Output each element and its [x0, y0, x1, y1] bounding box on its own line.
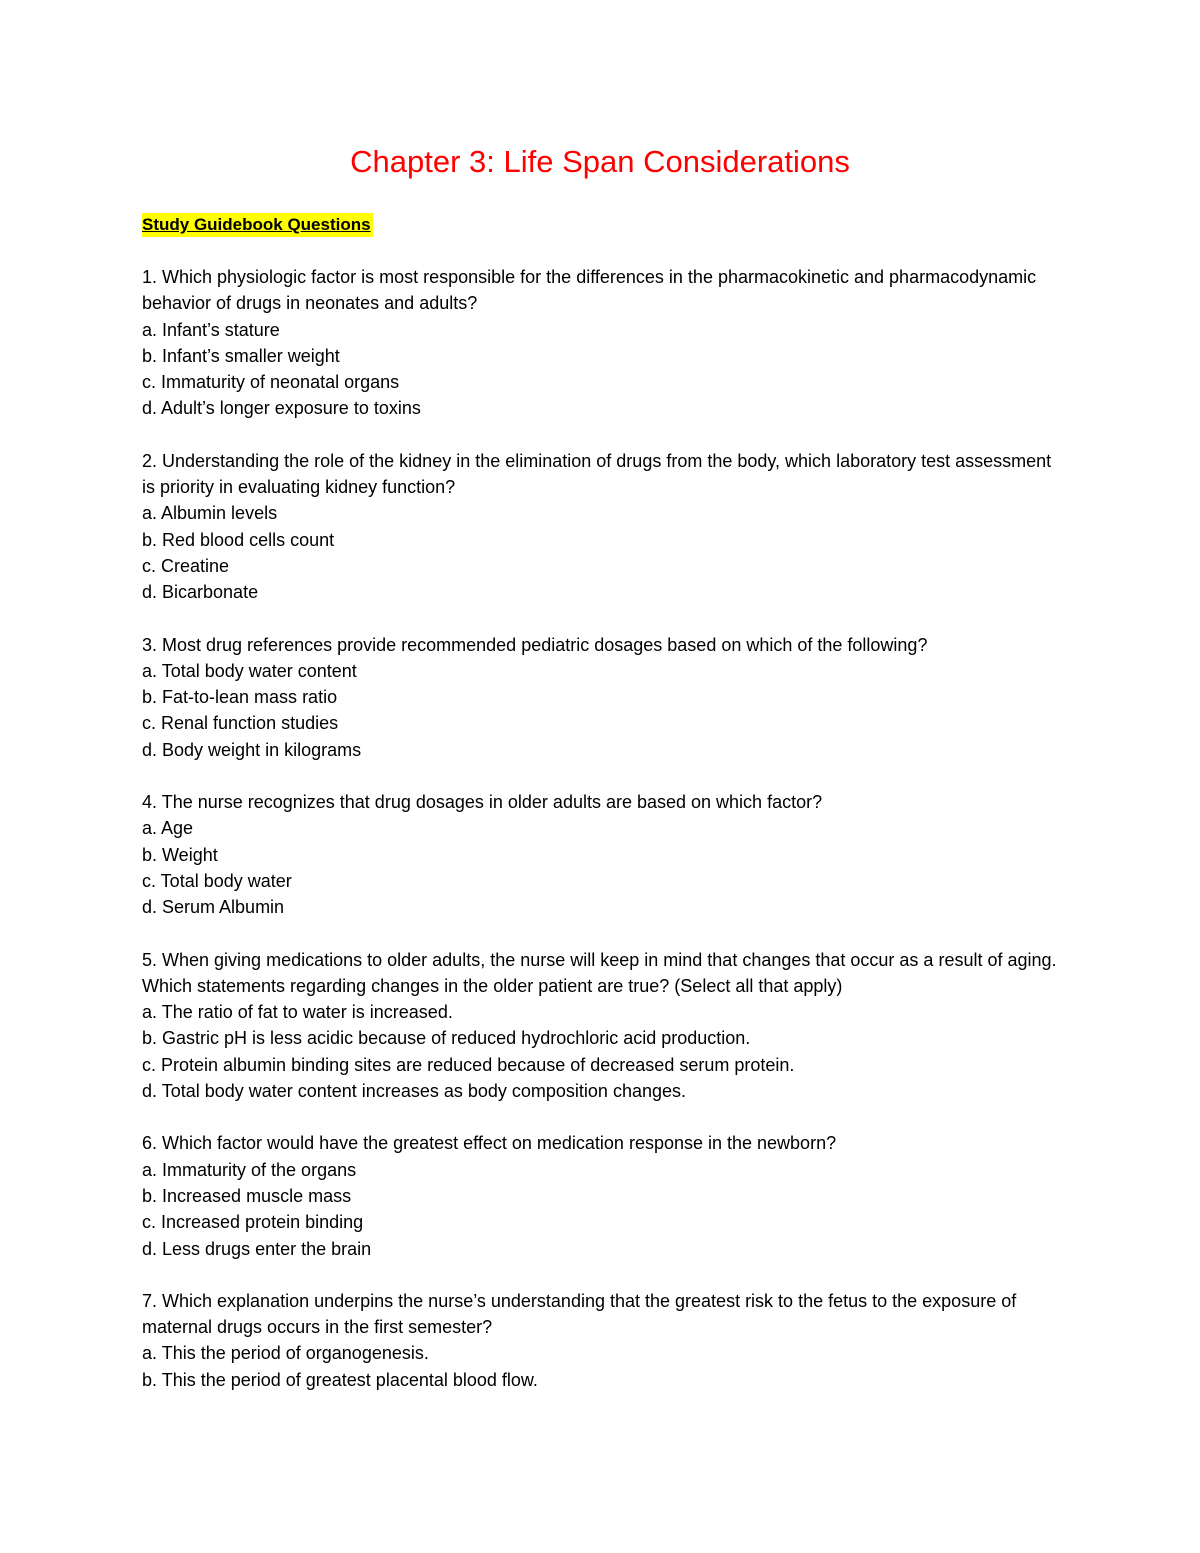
option-letter: b: [142, 1028, 153, 1049]
answer-option: [142, 1340, 1062, 1366]
question-list: [142, 264, 1062, 1419]
option-text: . Increased muscle mass: [152, 1185, 352, 1206]
option-letter: b: [142, 345, 153, 366]
question-number: 5: [142, 949, 153, 970]
question-text: [142, 1130, 1062, 1156]
question-block: [142, 264, 1062, 422]
question-number: 3: [142, 634, 153, 655]
section-heading: Study Guidebook Questions: [142, 213, 373, 237]
option-letter: d: [142, 1081, 153, 1102]
option-letter: a: [142, 319, 153, 340]
option-text: . Serum Albumin: [152, 897, 285, 918]
answer-option: [142, 317, 1062, 343]
option-letter: c: [142, 1054, 151, 1075]
answer-option: [142, 999, 1062, 1025]
option-letter: d: [142, 398, 153, 419]
question-stem: . Most drug references provide recommended pediatric dosages based on which of the following?: [152, 634, 928, 655]
answer-option: [142, 369, 1062, 395]
question-text: [142, 789, 1062, 815]
option-letter: a: [142, 1159, 153, 1180]
option-text: . Fat-to-lean mass ratio: [152, 687, 338, 708]
option-letter: a: [142, 660, 153, 681]
option-text: . Less drugs enter the brain: [152, 1238, 372, 1259]
question-number: 6: [142, 1133, 153, 1154]
question-stem: . When giving medications to older adults, the nurse will keep in mind that changes that occur as a result of aging. Which statements regarding changes in the older patient are true? (Select all that apply): [142, 949, 1057, 996]
option-letter: d: [142, 582, 153, 603]
option-letter: b: [142, 529, 153, 550]
option-text: . Bicarbonate: [152, 582, 259, 603]
option-text: . Increased protein binding: [151, 1212, 364, 1233]
option-letter: a: [142, 1002, 153, 1023]
option-text: . Protein albumin binding sites are reduced because of decreased serum protein.: [151, 1054, 795, 1075]
answer-option: [142, 1025, 1062, 1051]
answer-option: [142, 1052, 1062, 1078]
answer-option: [142, 1367, 1062, 1393]
option-text: . Renal function studies: [151, 713, 339, 734]
answer-option: [142, 553, 1062, 579]
question-number: 2: [142, 450, 153, 471]
option-letter: a: [142, 503, 153, 524]
question-stem: . Which physiologic factor is most responsible for the differences in the pharmacokinetic and pharmacodynamic behavior of drugs in neonates and adults?: [142, 267, 1037, 314]
question-text: [142, 632, 1062, 658]
answer-option: [142, 894, 1062, 920]
option-text: . Infant’s smaller weight: [152, 345, 340, 366]
option-letter: d: [142, 739, 153, 760]
answer-option: [142, 1236, 1062, 1262]
question-text: [142, 1288, 1062, 1341]
answer-option: [142, 684, 1062, 710]
answer-option: [142, 710, 1062, 736]
option-letter: a: [142, 1343, 153, 1364]
question-stem: . Understanding the role of the kidney in the elimination of drugs from the body, which laboratory test assessment is priority in evaluating kidney function?: [142, 450, 1052, 498]
question-number: 4: [142, 792, 153, 813]
question-stem: . Which explanation underpins the nurse’s understanding that the greatest risk to the fetus to the exposure of maternal drugs occurs in the first semester?: [142, 1290, 1017, 1338]
option-text: . Gastric pH is less acidic because of reduced hydrochloric acid production.: [152, 1028, 751, 1049]
question-number: 1: [142, 267, 153, 287]
option-text: . Infant’s stature: [152, 319, 280, 340]
answer-option: [142, 868, 1062, 894]
answer-option: [142, 658, 1062, 684]
option-text: . Creatine: [151, 555, 230, 576]
answer-option: [142, 579, 1062, 605]
option-text: . Albumin levels: [152, 503, 278, 524]
answer-option: [142, 395, 1062, 421]
option-text: . Adult’s longer exposure to toxins: [152, 398, 421, 419]
answer-option: [142, 527, 1062, 553]
question-number: 7: [142, 1290, 153, 1311]
question-text: [142, 947, 1062, 1000]
question-text: [142, 448, 1062, 501]
option-letter: c: [142, 372, 151, 393]
option-text: . Immaturity of neonatal organs: [151, 372, 400, 393]
option-text: . Total body water: [151, 870, 292, 891]
option-text: . Red blood cells count: [152, 529, 335, 550]
option-text: . Body weight in kilograms: [152, 739, 362, 760]
question-block: [142, 789, 1062, 920]
option-letter: c: [142, 870, 151, 891]
option-text: . This the period of organogenesis.: [152, 1343, 429, 1364]
option-text: . Total body water content: [152, 660, 357, 681]
answer-option: [142, 842, 1062, 868]
answer-option: [142, 815, 1062, 841]
option-text: . Total body water content increases as body composition changes.: [152, 1081, 686, 1102]
option-letter: c: [142, 1212, 151, 1233]
option-letter: a: [142, 818, 153, 839]
answer-option: [142, 1209, 1062, 1235]
answer-option: [142, 343, 1062, 369]
option-text: . Weight: [152, 844, 218, 865]
option-letter: b: [142, 1369, 153, 1390]
option-letter: c: [142, 555, 151, 576]
option-letter: b: [142, 687, 153, 708]
question-block: [142, 1288, 1062, 1393]
option-letter: b: [142, 844, 153, 865]
question-block: [142, 947, 1062, 1105]
question-block: [142, 1130, 1062, 1261]
option-text: . The ratio of fat to water is increased.: [152, 1002, 453, 1023]
question-stem: . The nurse recognizes that drug dosages in older adults are based on which factor?: [152, 792, 823, 813]
option-letter: c: [142, 713, 151, 734]
option-letter: d: [142, 1238, 153, 1259]
question-stem: . Which factor would have the greatest effect on medication response in the newborn?: [152, 1133, 837, 1154]
answer-option: [142, 1183, 1062, 1209]
question-text: [142, 264, 1062, 317]
chapter-title: Chapter 3: Life Span Considerations: [350, 144, 850, 179]
answer-option: [142, 737, 1062, 763]
option-letter: b: [142, 1185, 153, 1206]
question-block: [142, 632, 1062, 763]
question-block: [142, 448, 1062, 606]
option-text: . Immaturity of the organs: [152, 1159, 357, 1180]
option-letter: d: [142, 897, 153, 918]
option-text: . Age: [152, 818, 194, 839]
section-heading-wrap: [142, 213, 373, 239]
answer-option: [142, 1078, 1062, 1104]
answer-option: [142, 500, 1062, 526]
option-text: . This the period of greatest placental blood flow.: [152, 1369, 538, 1390]
answer-option: [142, 1157, 1062, 1183]
